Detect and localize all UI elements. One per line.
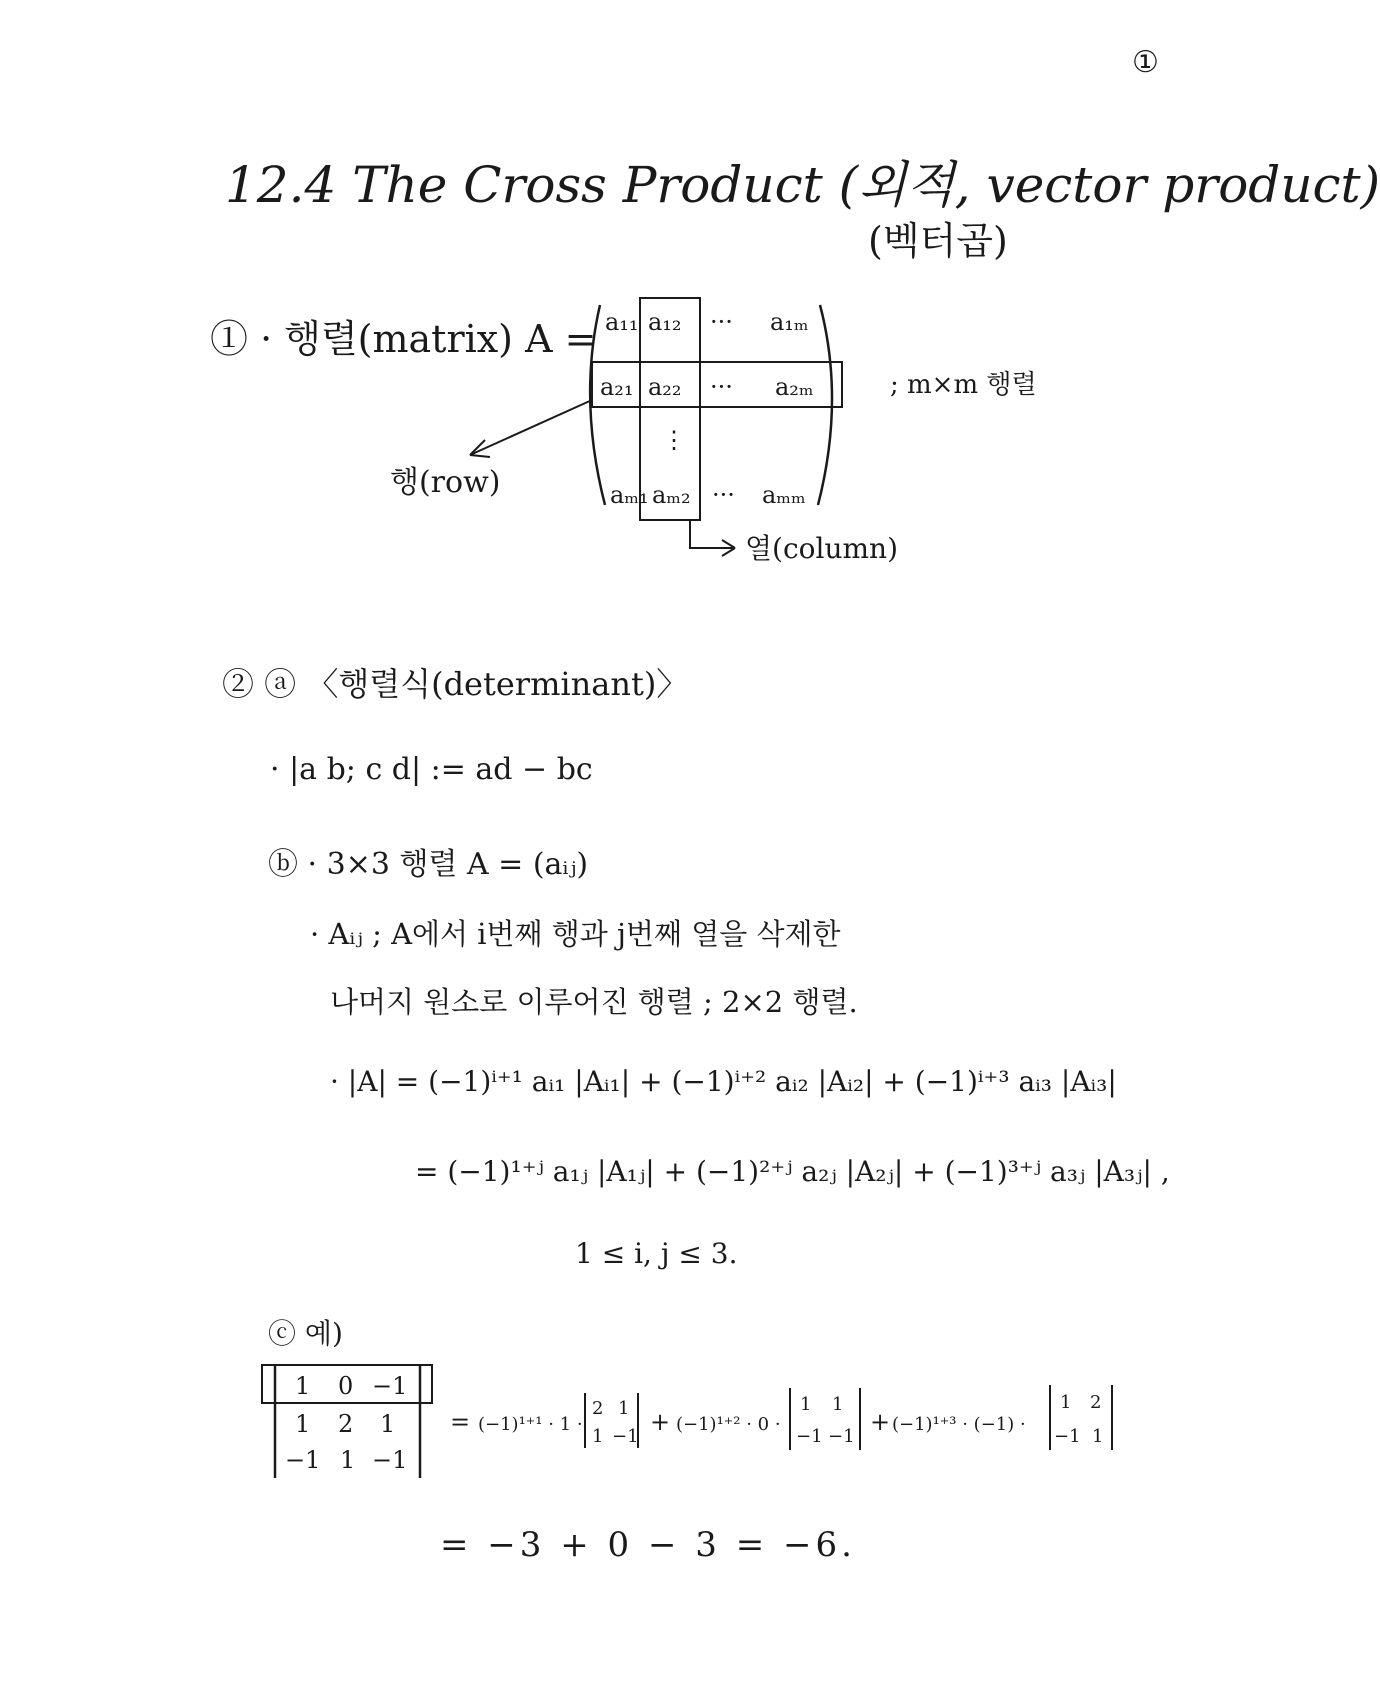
ex-t3-0-1: 2 xyxy=(1090,1392,1102,1413)
ex-m-2-0: −1 xyxy=(285,1446,321,1474)
ex-t3-1-1: 1 xyxy=(1092,1426,1104,1447)
determinant-heading: ② ⓐ 〈행렬식(determinant)〉 xyxy=(222,665,689,703)
det-3x3-heading: ⓑ · 3×3 행렬 A = (aᵢⱼ) xyxy=(268,847,589,882)
matrix-heading: ① · 행렬(matrix) A = xyxy=(210,317,597,361)
ex-t1-1-1: −1 xyxy=(612,1426,639,1447)
ex-t1-1-0: 1 xyxy=(592,1426,604,1447)
ex-term1-coef: (−1)¹⁺¹ · 1 · xyxy=(478,1414,583,1435)
ex-t2-1-0: −1 xyxy=(796,1426,823,1447)
a21: a₂₁ xyxy=(600,373,634,401)
col-vdots: ⋮ xyxy=(662,426,686,454)
ex-plus-1: + xyxy=(650,1408,671,1436)
ex-equals: = xyxy=(450,1408,471,1436)
matrix-size-label: ; m×m 행렬 xyxy=(890,370,1037,400)
index-range: 1 ≤ i, j ≤ 3. xyxy=(575,1237,738,1270)
cofactor-expansion-column: = (−1)¹⁺ʲ a₁ⱼ |A₁ⱼ| + (−1)²⁺ʲ a₂ⱼ |A₂ⱼ| + (−1)³⁺ʲ a₃ⱼ |A₃ⱼ| , xyxy=(415,1155,1170,1188)
ex-m-1-2: 1 xyxy=(380,1410,396,1438)
minor-definition-line1: · Aᵢⱼ ; A에서 i번째 행과 j번째 열을 삭제한 xyxy=(310,917,841,951)
ex-t2-1-1: −1 xyxy=(828,1426,855,1447)
row-label: 행(row) xyxy=(390,465,501,500)
column-label: 열(column) xyxy=(745,532,899,565)
ex-t1-0-1: 1 xyxy=(618,1398,630,1419)
ex-m-2-2: −1 xyxy=(372,1446,408,1474)
ex-t1-0-0: 2 xyxy=(592,1398,604,1419)
matrix-right-paren xyxy=(818,305,832,505)
ex-t3-0-0: 1 xyxy=(1060,1392,1072,1413)
ex-m-1-0: 1 xyxy=(295,1410,311,1438)
ex-plus-2: + xyxy=(870,1408,891,1436)
example-result: = −3 + 0 − 3 = −6. xyxy=(440,1525,856,1565)
am2: aₘ₂ xyxy=(652,481,691,509)
am1: aₘ₁ xyxy=(610,481,649,509)
amm: aₘₘ xyxy=(762,481,806,509)
ex-t3-1-0: −1 xyxy=(1054,1426,1081,1447)
r3-dots: ··· xyxy=(712,481,735,509)
r1-dots: ··· xyxy=(710,308,733,336)
a2m: a₂ₘ xyxy=(775,373,814,401)
det-2x2-definition: · |a b; c d| := ad − bc xyxy=(270,752,593,787)
row-arrowhead xyxy=(470,440,490,457)
page-title: 12.4 The Cross Product (외적, vector product) xyxy=(225,156,1380,214)
minor-definition-line2: 나머지 원소로 이루어진 행렬 ; 2×2 행렬. xyxy=(330,985,858,1019)
page-subtitle: (벡터곱) xyxy=(868,219,1008,263)
ex-m-2-1: 1 xyxy=(340,1446,356,1474)
a11: a₁₁ xyxy=(605,308,639,336)
ex-t2-0-0: 1 xyxy=(800,1394,812,1415)
ex-m-1-1: 2 xyxy=(338,1410,354,1438)
ex-m-0-1: 0 xyxy=(338,1372,354,1400)
cofactor-expansion-row: · |A| = (−1)ⁱ⁺¹ aᵢ₁ |Aᵢ₁| + (−1)ⁱ⁺² aᵢ₂ |Aᵢ₂| + (−1)ⁱ⁺³ aᵢ₃ |Aᵢ₃| xyxy=(330,1065,1117,1098)
ex-m-0-2: −1 xyxy=(372,1372,408,1400)
example-heading: ⓒ 예) xyxy=(268,1317,343,1350)
a12: a₁₂ xyxy=(648,308,682,336)
ex-term2-coef: (−1)¹⁺² · 0 · xyxy=(676,1414,781,1435)
r2-dots: ··· xyxy=(710,373,733,401)
page-number: ① xyxy=(1132,45,1159,80)
ex-term3-coef: (−1)¹⁺³ · (−1) · xyxy=(892,1414,1026,1435)
ex-m-0-0: 1 xyxy=(295,1372,311,1400)
ex-t2-0-1: 1 xyxy=(832,1394,844,1415)
a22: a₂₂ xyxy=(648,373,682,401)
a1m: a₁ₘ xyxy=(770,308,809,336)
row-arrow xyxy=(470,400,592,455)
